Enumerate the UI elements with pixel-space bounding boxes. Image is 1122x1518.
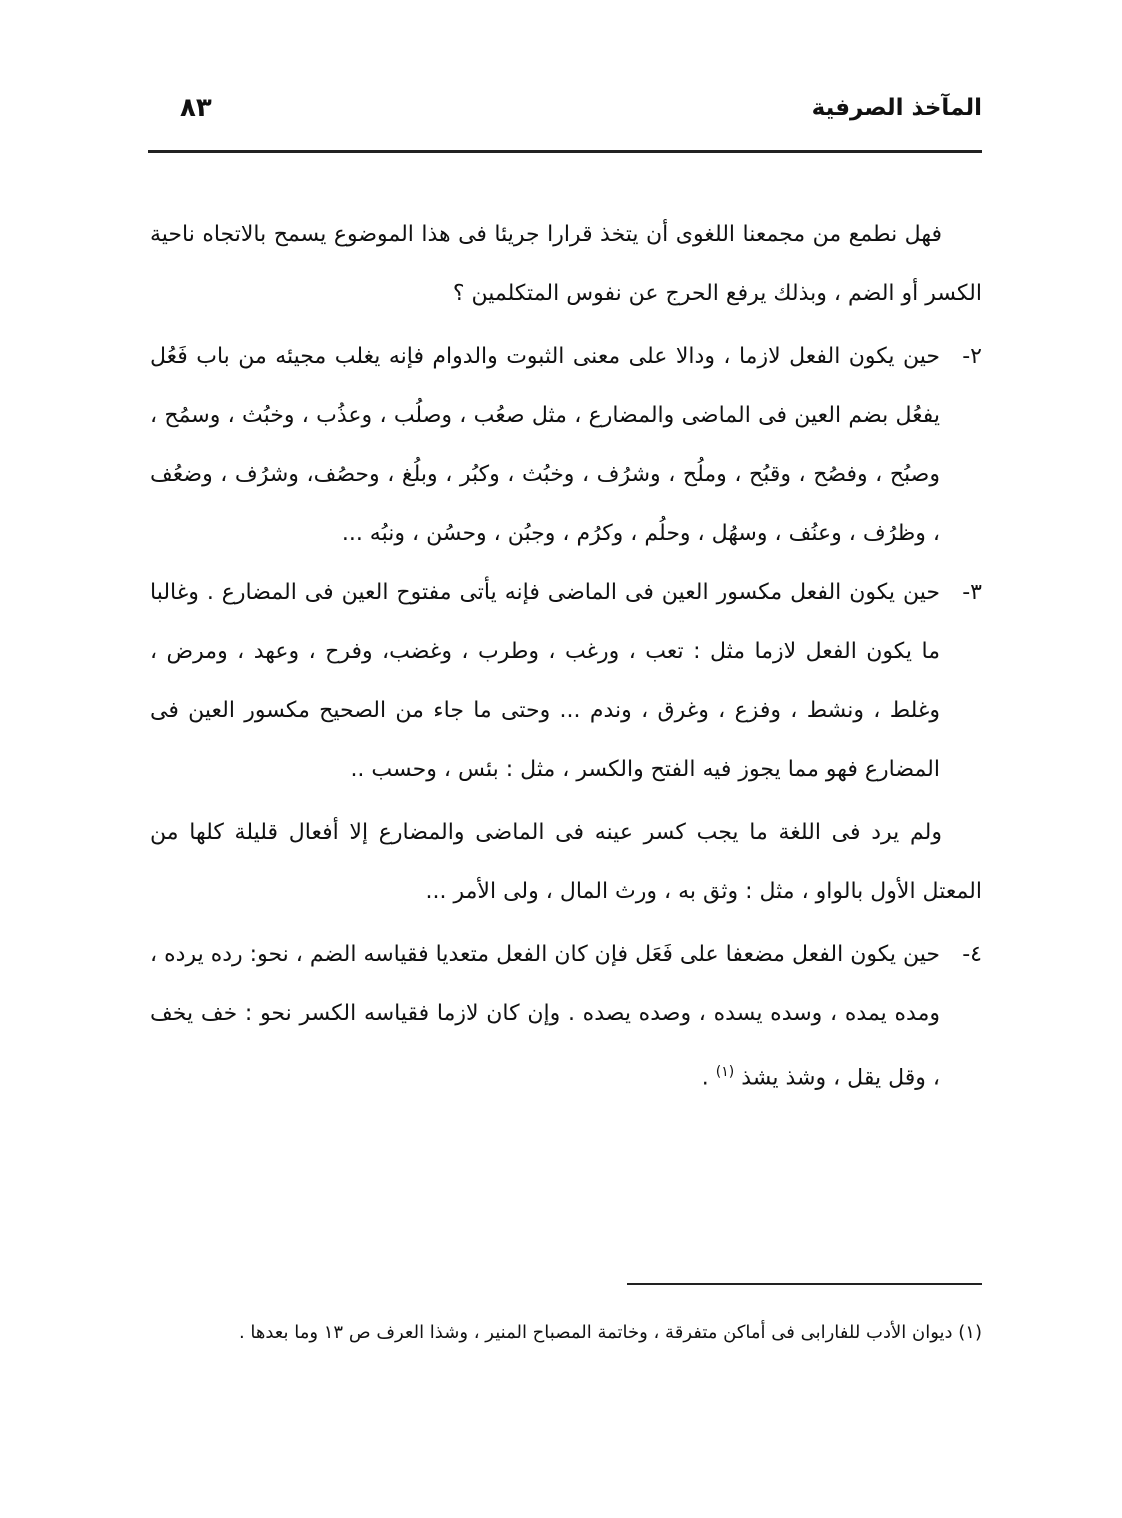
footnote-divider: [627, 1283, 982, 1285]
list-item-4-text: [150, 925, 940, 1107]
page-number: ٨٣: [180, 93, 212, 123]
running-header-title: المآخذ الصرفية: [811, 95, 982, 121]
list-item-3-text: حين يكون الفعل مكسور العين فى الماضى فإنه يأتى مفتوح العين فى المضارع . وغالبا ما يكون الفعل لازما مثل : تعب ، ورغب ، وطرب ، وغضب، وفرح ، وعهد ، ومرض ، وغلط ، ونشط ، وفزع ، وغرق ، وندم ... وحتى ما جاء من الصحيح مكسور العين فى المضارع فهو مما يجوز فيه الفتح والكسر ، مثل : بئس ، وحسب ..: [150, 580, 940, 782]
list-item-4-number: ٤-: [962, 942, 982, 967]
paragraph-2: ولم يرد فى اللغة ما يجب كسر عينه فى الماضى والمضارع إلا أفعال قليلة كلها من المعتل الأول بالواو ، مثل : وثق به ، ورث المال ، ولى الأمر ...: [150, 820, 982, 904]
body-text: [150, 205, 982, 1107]
list-item-2: [150, 327, 982, 563]
list-item-4-text-main: حين يكون الفعل مضعفا على فَعَل فإن كان الفعل متعديا فقياسه الضم ، نحو: رده يرده ، ومده يمده ، وسده يسده ، وصده يصده . وإن كان لازما فقياسه الكسر نحو : خف يخف ، وقل يقل ، وشذ يشذ: [150, 942, 940, 1091]
list-item-2-text: حين يكون الفعل لازما ، ودالا على معنى الثبوت والدوام فإنه يغلب مجيئه من باب فَعُل يفعُل بضم العين فى الماضى والمضارع ، مثل صعُب ، وصلُب ، وعذُب ، وخبُث ، وسمُح ، وصبُح ، وفصُح ، وقبُح ، وملُح ، وشرُف ، وخبُث ، وكبُر ، وبلُغ ، وحصُف، وشرُف ، وضعُف ، وظرُف ، وعنُف ، وسهُل ، وحلُم ، وكرُم ، وجبُن ، وحسُن ، ونبُه ...: [150, 344, 940, 546]
footnote-reference[interactable]: (١): [715, 1064, 735, 1080]
list-item-3: [150, 563, 982, 799]
header-divider: [148, 150, 982, 153]
paragraph-1: فهل نطمع من مجمعنا اللغوى أن يتخذ قرارا جريئا فى هذا الموضوع يسمح بالاتجاه ناحية الكسر أو الضم ، وبذلك يرفع الحرج عن نفوس المتكلمين ؟: [150, 222, 982, 306]
footnote: (١) ديوان الأدب للفارابى فى أماكن متفرقة ، وخاتمة المصباح المنير ، وشذا العرف ص ١٣ وما بعدها .: [238, 1322, 982, 1343]
list-item-4-text-end: .: [701, 1065, 716, 1091]
list-item-3-number: ٣-: [962, 580, 982, 605]
list-item-4: [150, 925, 982, 1107]
list-item-2-number: ٢-: [962, 344, 982, 369]
